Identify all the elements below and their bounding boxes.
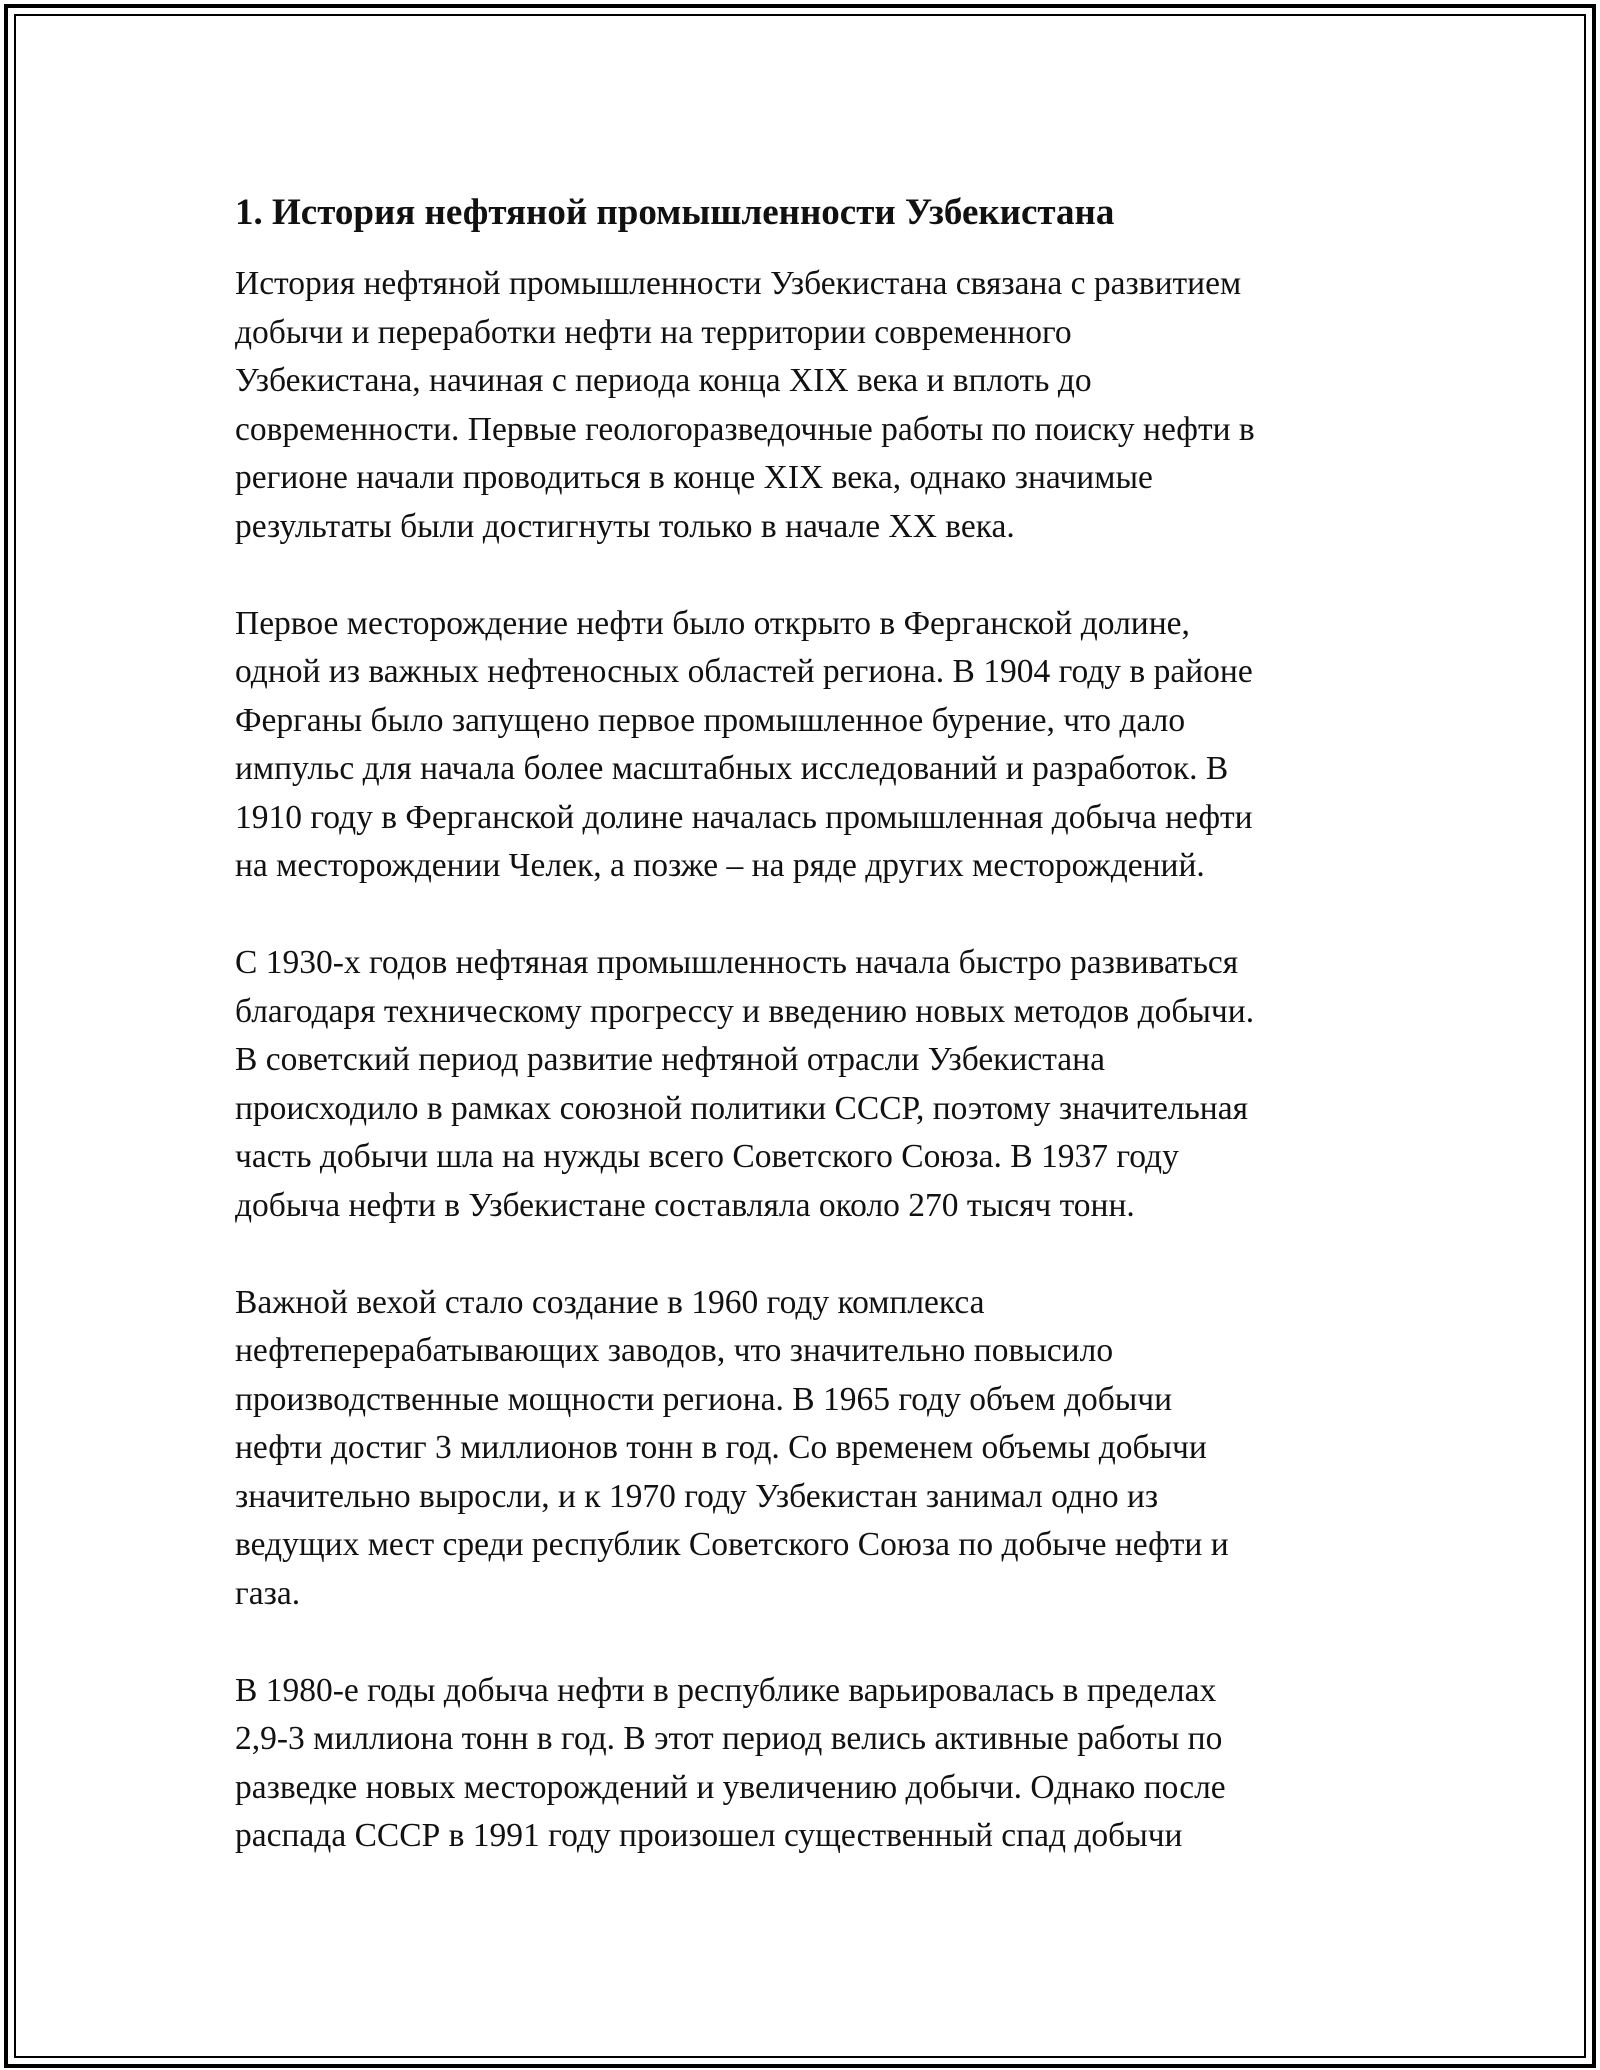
text-line: распада СССР в 1991 году произошел существенный спад добычи [235, 1817, 1183, 1854]
text-line: Важной вехой стало создание в 1960 году комплекса [235, 1283, 985, 1321]
text-line: благодаря техническому прогрессу и введению новых методов добычи. [235, 992, 1255, 1030]
text-line: Узбекистана, начиная с периода конца XIX века и вплоть до [235, 362, 1092, 399]
text-line: происходило в рамках союзной политики СССР, поэтому значительная [235, 1089, 1249, 1127]
text-line: импульс для начала более масштабных исследований и разработок. В [235, 750, 1229, 787]
text-line: Ферганы было запущено первое промышленное бурение, что дало [235, 701, 1186, 739]
text-line: разведке новых месторождений и увеличению добычи. Однако после [235, 1768, 1226, 1806]
text-line: В 1980-е годы добыча нефти в республике варьировалась в пределах [235, 1671, 1217, 1709]
paragraph-3 [235, 939, 1365, 1230]
text-line: История нефтяной промышленности Узбекистана связана с развитием [235, 265, 1242, 302]
paragraph-5 [235, 1667, 1365, 1861]
text-line: 1910 году в Ферганской долине началась промышленная добыча нефти [235, 798, 1253, 836]
text-line: добыча нефти в Узбекистане составляла около 270 тысяч тонн. [235, 1186, 1135, 1224]
text-line: нефтеперерабатывающих заводов, что значительно повысило [235, 1332, 1114, 1369]
text-line: современности. Первые геологоразведочные работы по поиску нефти в [235, 410, 1255, 448]
text-line: на месторождении Челек, а позже – на ряде других месторождений. [235, 847, 1205, 884]
text-line: добычи и переработки нефти на территории современного [235, 313, 1072, 351]
text-line: газа. [235, 1574, 301, 1612]
section-heading: 1. История нефтяной промышленности Узбекистана [235, 192, 1115, 233]
text-line: ведущих мест среди республик Советского Союза по добыче нефти и [235, 1526, 1229, 1563]
paragraph-2 [235, 600, 1365, 891]
text-line: 2,9-3 миллиона тонн в год. В этот период велись активные работы по [235, 1720, 1223, 1757]
text-line: значительно выросли, и к 1970 году Узбекистан занимал одно из [235, 1477, 1159, 1515]
text-line: результаты были достигнуты только в начале XX века. [235, 507, 1015, 545]
text-line: регионе начали проводиться в конце XIX века, однако значимые [235, 459, 1153, 496]
text-line: одной из важных нефтеносных областей региона. В 1904 году в районе [235, 653, 1253, 690]
text-line: часть добычи шла на нужды всего Советского Союза. В 1937 году [235, 1138, 1179, 1175]
paragraph-1 [235, 260, 1365, 551]
text-line: нефти достиг 3 миллионов тонн в год. Со временем объемы добычи [235, 1429, 1207, 1466]
text-line: В советский период развитие нефтяной отрасли Узбекистана [235, 1041, 1105, 1078]
document-body [235, 188, 1365, 1861]
text-line: Первое месторождение нефти было открыто в Ферганской долине, [235, 604, 1190, 642]
paragraph-4 [235, 1279, 1365, 1619]
text-line: производственные мощности региона. В 1965 году объем добычи [235, 1380, 1173, 1418]
text-line: С 1930-х годов нефтяная промышленность начала быстро развиваться [235, 944, 1239, 981]
